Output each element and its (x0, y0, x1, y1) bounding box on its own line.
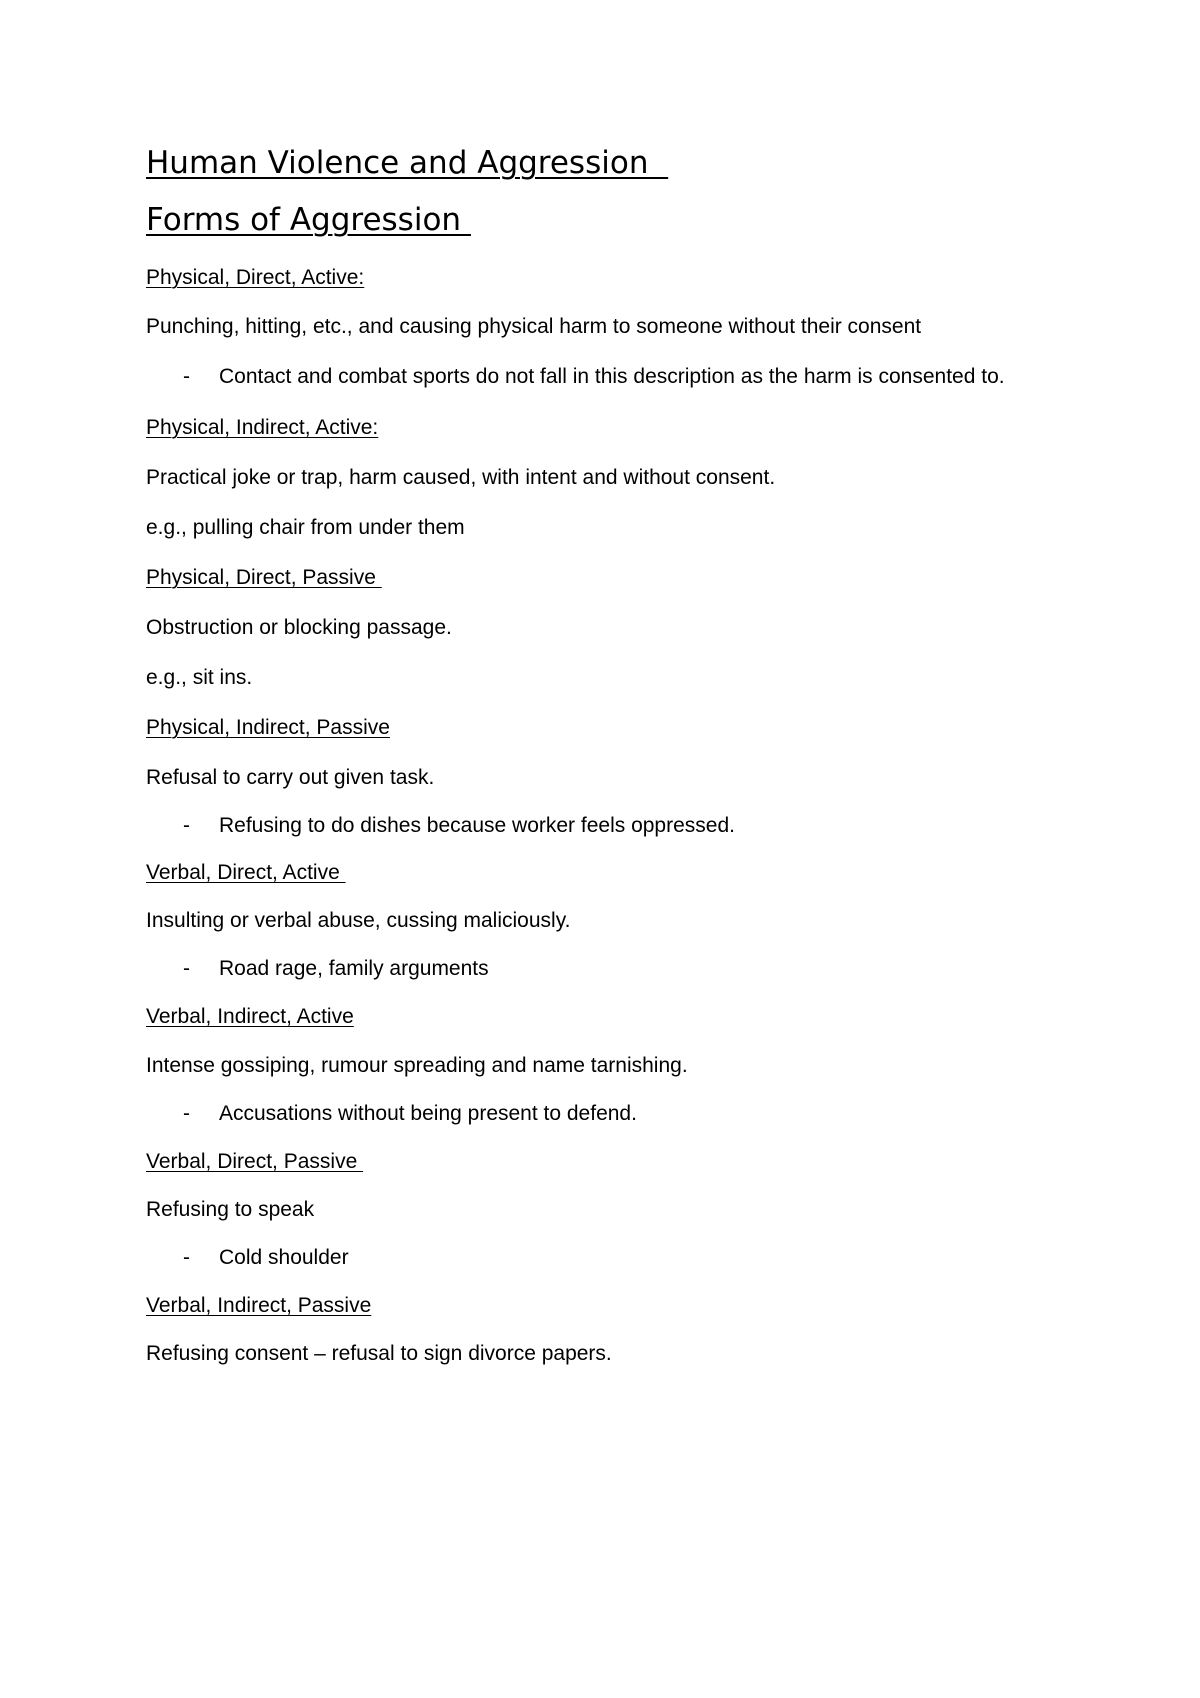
bullet-item (0, 815, 1200, 839)
document-subtitle: Forms of Aggression (146, 202, 471, 238)
body-line: Insulting or verbal abuse, cussing maliciously. (146, 909, 571, 932)
body-line: e.g., pulling chair from under them (146, 516, 465, 539)
section-heading: Physical, Indirect, Active: (146, 416, 379, 439)
body-line: Refusing consent – refusal to sign divorce papers. (146, 1342, 612, 1365)
section-heading: Verbal, Direct, Passive (146, 1150, 364, 1173)
section-heading: Verbal, Indirect, Passive (146, 1294, 372, 1317)
body-line: Obstruction or blocking passage. (146, 616, 452, 639)
section-heading: Physical, Indirect, Passive (146, 716, 390, 739)
bullet-text: Accusations without being present to defend. (219, 1102, 637, 1125)
bullet-text: Road rage, family arguments (219, 957, 489, 980)
bullet-text: Contact and combat sports do not fall in this description as the harm is consented to. (219, 365, 1005, 388)
section-heading: Verbal, Indirect, Active (146, 1005, 354, 1028)
section-heading: Physical, Direct, Active: (146, 266, 365, 289)
body-line: Practical joke or trap, harm caused, with intent and without consent. (146, 466, 776, 489)
bullet-dash: - (183, 1102, 190, 1125)
bullet-item (0, 958, 1200, 982)
document-title: Human Violence and Aggression (146, 145, 669, 181)
bullet-item (0, 1247, 1200, 1271)
bullet-dash: - (183, 1246, 190, 1269)
bullet-item (0, 1103, 1200, 1127)
body-line: Intense gossiping, rumour spreading and name tarnishing. (146, 1054, 688, 1077)
body-line: Refusing to speak (146, 1198, 315, 1221)
section-heading: Physical, Direct, Passive (146, 566, 382, 589)
bullet-text: Cold shoulder (219, 1246, 349, 1269)
bullet-item (0, 366, 1200, 390)
body-line: Refusal to carry out given task. (146, 766, 435, 789)
bullet-dash: - (183, 957, 190, 980)
body-line: Punching, hitting, etc., and causing physical harm to someone without their consent (146, 315, 922, 338)
body-line: e.g., sit ins. (146, 666, 253, 689)
section-heading: Verbal, Direct, Active (146, 861, 346, 884)
bullet-dash: - (183, 365, 190, 388)
bullet-dash: - (183, 814, 190, 837)
bullet-text: Refusing to do dishes because worker feels oppressed. (219, 814, 735, 837)
